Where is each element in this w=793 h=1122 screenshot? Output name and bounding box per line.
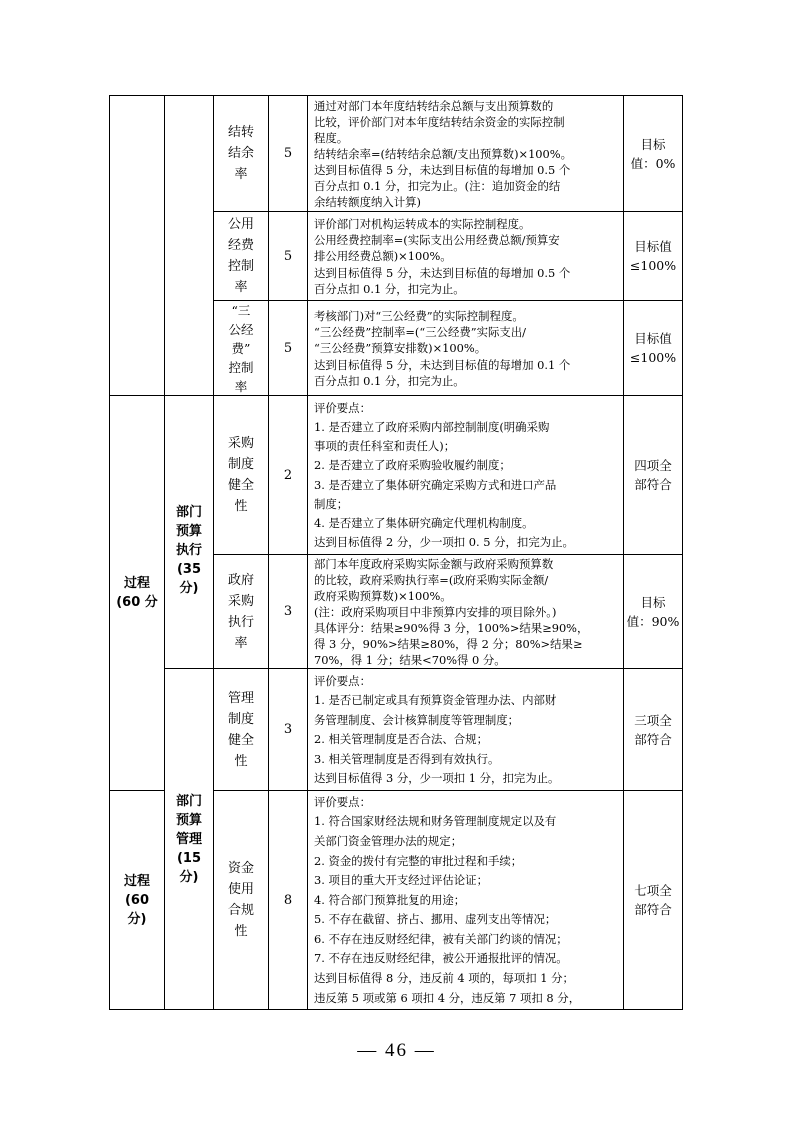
first-level-process-cell-2	[109, 790, 165, 1010]
criteria-cell-procurement-system: 评价要点： 1. 是否建立了政府采购内部控制制度(明确采购 事项的责任科室和责任人)； 2. 是否建立了政府采购验收履约制度； 3. 是否建立了集体研究确定采购方式和进口产品 制度； 4. 是否建立了集体研究确定代理机构制度。 达到目标值得 2 分，少一项扣 0. 5 分，扣完为止。	[307, 395, 624, 555]
second-level-blank-cell	[164, 95, 214, 396]
score-cell-three-public-expenses: 5	[268, 300, 308, 396]
score-cell-procurement-execution: 3	[268, 554, 308, 669]
first-level-blank-cell	[109, 95, 165, 396]
second-level-budget-execution-cell	[164, 395, 214, 669]
first-level-process-cell-1	[109, 395, 165, 791]
indicator-cell-management-system: 管理 制度 健全 性	[213, 668, 269, 791]
indicator-cell-carryover-rate: 结转 结余 率	[213, 95, 269, 212]
criteria-cell-fund-compliance: 评价要点： 1. 符合国家财经法规和财务管理制度规定以及有 关部门资金管理办法的规定； 2. 资金的拨付有完整的审批过程和手续； 3. 项目的重大开支经过评估论证； 4. 符合部门预算批复的用途； 5. 不存在截留、挤占、挪用、虚列支出等情况； 6. 不存在违反财经纪律，被有关部门约谈的情况； 7. 不存在违反财经纪律，被公开通报批评的情况。 达到目标值得 8 分，违反前 4 项的，每项扣 1 分； 违反第 5 项或第 6 项扣 4 分，违反第 7 项扣 8 分，	[307, 790, 624, 1010]
score-cell-public-expense-rate: 5	[268, 211, 308, 301]
criteria-cell-carryover-rate: 通过对部门本年度结转结余总额与支出预算数的 比较，评价部门对本年度结转结余资金的实际控制 程度。 结转结余率=(结转结余总额/支出预算数)×100%。 达到目标值得 5 分，未达到目标值的每增加 0.5 个 百分点扣 0.1 分，扣完为止。(注：追加资金的结 余结转额度纳入计算)	[307, 95, 624, 212]
indicator-cell-three-public-expenses: “三 公经 费” 控制 率	[213, 300, 269, 396]
first-level-label-1: 过程 (60 分	[116, 576, 158, 610]
target-cell-management-system: 三项全 部符合	[623, 668, 683, 791]
second-level-budget-management-cell	[164, 668, 214, 1010]
criteria-cell-management-system: 评价要点： 1. 是否已制定或具有预算资金管理办法、内部财 务管理制度、会计核算制度等管理制度； 2. 相关管理制度是否合法、合规； 3. 相关管理制度是否得到有效执行。 达到目标值得 3 分，少一项扣 1 分，扣完为止。	[307, 668, 624, 791]
criteria-cell-procurement-execution: 部门本年度政府采购实际金额与政府采购预算数 的比较，政府采购执行率=(政府采购实际金额/ 政府采购预算数)×100%。 (注：政府采购项目中非预算内安排的项目除外。) 具体评分：结果≥90%得 3 分，100%>结果≥90%， 得 3 分，90%>结果≥80%，得 2 分；80%>结果≥ 70%，得 1 分；结果<70%得 0 分。	[307, 554, 624, 669]
indicator-cell-fund-compliance: 资金 使用 合规 性	[213, 790, 269, 1010]
score-cell-carryover-rate: 5	[268, 95, 308, 212]
criteria-cell-public-expense-rate: 评价部门对机构运转成本的实际控制程度。 公用经费控制率=(实际支出公用经费总额/预算安 排公用经费总额)×100%。 达到目标值得 5 分，未达到目标值的每增加 0.5 个 百分点扣 0.1 分，扣完为止。	[307, 211, 624, 301]
indicator-cell-procurement-system: 采购 制度 健全 性	[213, 395, 269, 555]
second-level-label-1: 部门 预算 执行 (35 分)	[175, 505, 202, 596]
page-number: — 46 —	[357, 1040, 436, 1061]
target-cell-fund-compliance: 七项全 部符合	[623, 790, 683, 1010]
target-cell-public-expense-rate: 目标值 ≤100%	[623, 211, 683, 301]
target-cell-procurement-execution: 目标 值：90%	[623, 554, 683, 669]
second-level-label-2: 部门 预算 管理 (15 分)	[175, 793, 202, 885]
criteria-cell-three-public-expenses: 考核部门)对“三公经费”的实际控制程度。 “三公经费”控制率=(“三公经费”实际支出/ “三公经费”预算安排数)×100%。 达到目标值得 5 分，未达到目标值的每增加 0.1 个 百分点扣 0.1 分，扣完为止。	[307, 300, 624, 396]
target-cell-carryover-rate: 目标 值：0%	[623, 95, 683, 212]
score-cell-management-system: 3	[268, 668, 308, 791]
score-cell-procurement-system: 2	[268, 395, 308, 555]
first-level-label-2: 过程 (60 分)	[123, 873, 150, 927]
target-cell-three-public-expenses: 目标值 ≤100%	[623, 300, 683, 396]
target-cell-procurement-system: 四项全 部符合	[623, 395, 683, 555]
indicator-cell-procurement-execution: 政府 采购 执行 率	[213, 554, 269, 669]
indicator-cell-public-expense-rate: 公用 经费 控制 率	[213, 211, 269, 301]
score-cell-fund-compliance: 8	[268, 790, 308, 1010]
